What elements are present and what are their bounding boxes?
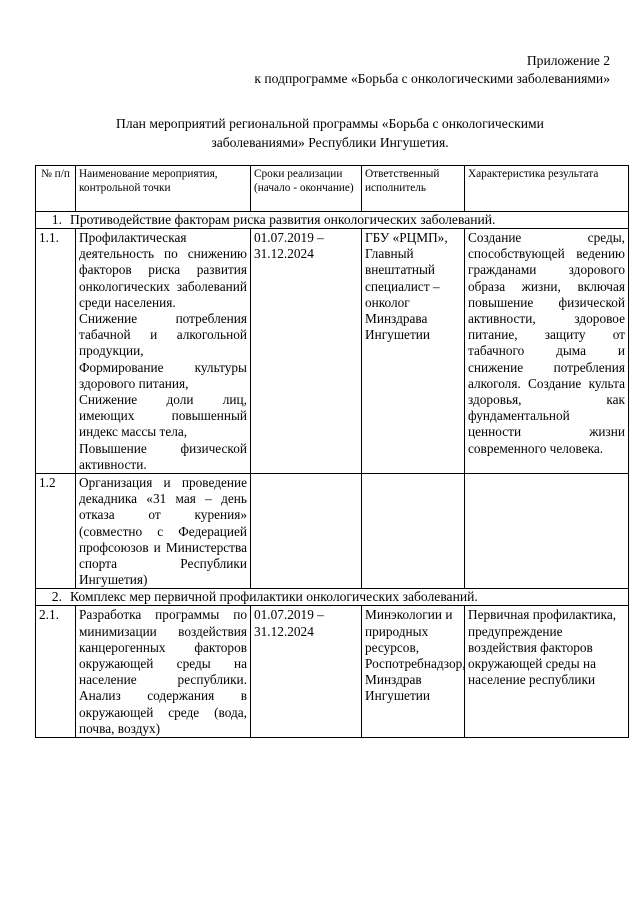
header-responsible: Ответственный исполнитель [362, 166, 465, 212]
row-result: Создание среды, способствующей ведению гражданами здорового образа жизни, включая повышение физической активности, здоровое питание, защиту от табачного дыма и снижение потребления алкоголя. Создание культа здоровья, как фундаментальной ценности жизни современного человека. [465, 229, 629, 474]
section-cell [36, 212, 629, 229]
row-number: 1.2 [36, 474, 76, 589]
section-row [36, 212, 629, 229]
row-dates [251, 474, 362, 589]
section-row [36, 589, 629, 606]
header-dates: Сроки реализации (начало - окончание) [251, 166, 362, 212]
appendix-header [254, 52, 610, 88]
appendix-subprogram: к подпрограмме «Борьба с онкологическими заболеваниями» [254, 71, 610, 86]
header-num: № п/п [36, 166, 76, 212]
plan-title [70, 114, 590, 152]
plan-title-line-2: заболеваниями» Республики Ингушетия. [211, 135, 449, 150]
row-dates: 01.07.2019 – 31.12.2024 [251, 606, 362, 738]
activities-table [35, 165, 629, 738]
section-number: 1. [51, 212, 62, 227]
row-name-paragraph: Профилактическая деятельность по снижению факторов риска развития онкологических заболеваний среди населения. [79, 230, 247, 310]
header-result: Характеристика результата [465, 166, 629, 212]
row-number: 2.1. [36, 606, 76, 738]
section-title: Комплекс мер первичной профилактики онкологических заболеваний. [70, 589, 478, 605]
header-name: Наименование мероприятия, контрольной точки [76, 166, 251, 212]
row-name [76, 229, 251, 474]
appendix-number: Приложение 2 [526, 53, 610, 68]
row-name-paragraph: Снижение потребления табачной и алкогольной продукции, [79, 311, 247, 359]
table-header-row [36, 166, 629, 212]
row-result: Первичная профилактика, предупреждение воздействия факторов окружающей среды на население республики [465, 606, 629, 738]
plan-title-line-1: План мероприятий региональной программы «Борьба с онкологическими [116, 116, 544, 131]
row-name: Организация и проведение декадника «31 мая – день отказа от курения» (совместно с Федерацией профсоюзов и Министерства спорта Республики Ингушетия) [76, 474, 251, 589]
row-number: 1.1. [36, 229, 76, 474]
row-name-paragraph: Снижение доли лиц, имеющих повышенный индекс массы тела, [79, 392, 247, 440]
row-name-paragraph: Повышение физической активности. [79, 440, 247, 472]
section-title: Противодействие факторам риска развития онкологических заболеваний. [70, 212, 496, 227]
row-responsible [362, 474, 465, 589]
section-cell [36, 589, 629, 606]
row-responsible: ГБУ «РЦМП», Главный внештатный специалист – онколог Минздрава Ингушетии [362, 229, 465, 474]
row-result [465, 474, 629, 589]
table-row [36, 606, 629, 738]
table-row [36, 229, 629, 474]
table-row [36, 474, 629, 589]
row-dates: 01.07.2019 – 31.12.2024 [251, 229, 362, 474]
row-name: Разработка программы по минимизации воздействия канцерогенных факторов окружающей среды на население республики. Анализ содержания в окружающей среде (вода, почва, воздух) [76, 606, 251, 738]
row-name-paragraph: Формирование культуры здорового питания, [79, 359, 247, 391]
section-number: 2. [51, 589, 62, 605]
row-responsible: Минэкологии и природных ресурсов, Роспотребнадзор, Минздрав Ингушетии [362, 606, 465, 738]
